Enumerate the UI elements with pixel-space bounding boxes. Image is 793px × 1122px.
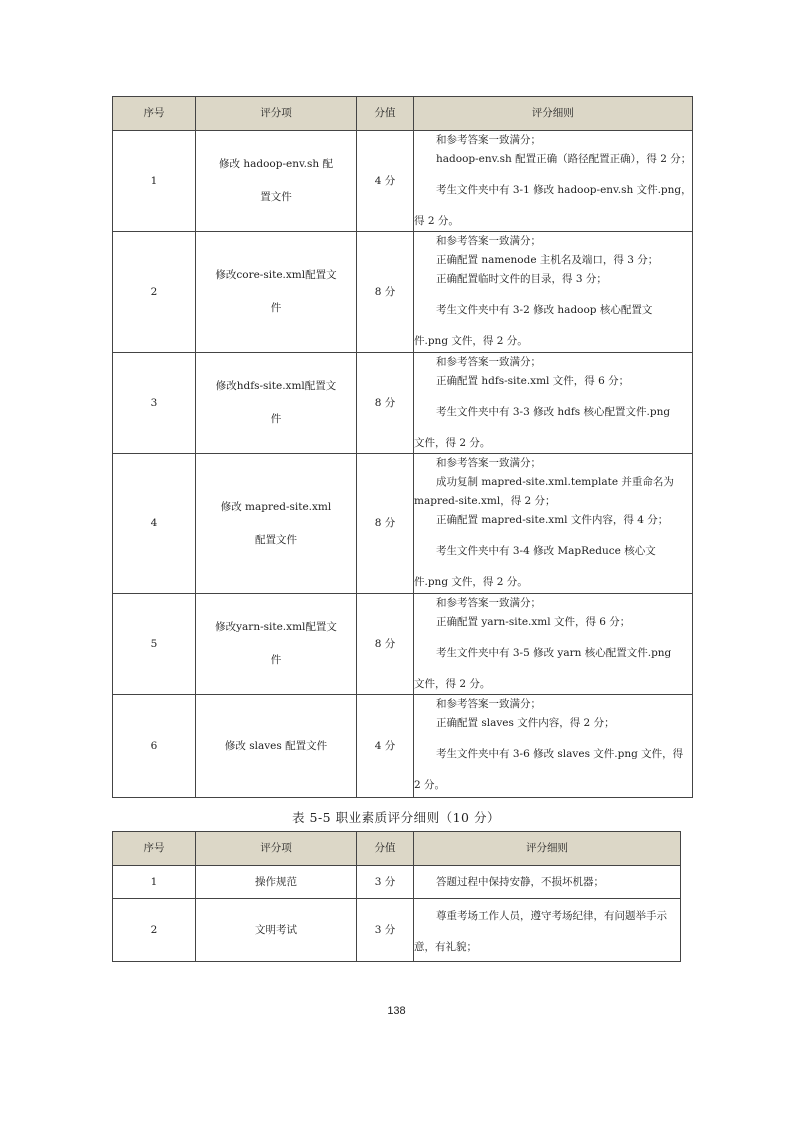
rule-line: 尊重考场工作人员，遵守考场纪律，有问题举手示: [436, 910, 667, 922]
table-row: [113, 131, 693, 232]
table-row: [113, 695, 693, 798]
row-index: 1: [113, 131, 196, 232]
row-rule: [414, 866, 681, 899]
row-index: 5: [113, 594, 196, 695]
row-rule: [414, 131, 693, 232]
row-index: 3: [113, 353, 196, 454]
table-row: [113, 899, 681, 962]
row-index: 2: [113, 899, 196, 962]
rule-line: 正确配置 hdfs-site.xml 文件，得 6 分；: [436, 375, 630, 387]
rule-line: 和参考答案一致满分；: [436, 457, 541, 469]
rule-line: 正确配置 yarn-site.xml 文件，得 6 分；: [436, 616, 631, 628]
rule-line: 成功复制 mapred-site.xml.template 并重命名为: [436, 476, 674, 488]
rule-line: 考生文件夹中有 3-2 修改 hadoop 核心配置文: [436, 304, 653, 316]
rule-line: 考生文件夹中有 3-1 修改 hadoop-env.sh 文件.png，: [436, 184, 692, 196]
row-item: [196, 232, 357, 353]
rule-line: 2 分。: [414, 779, 446, 791]
rule-line: 和参考答案一致满分；: [436, 134, 541, 146]
header-score: 分值: [357, 832, 414, 866]
row-score: 8 分: [357, 353, 414, 454]
header-rule: 评分细则: [414, 832, 681, 866]
row-item-text: 修改 slaves 配置文件: [224, 739, 328, 752]
table-row: [113, 353, 693, 454]
row-item-text: 修改 hadoop-env.sh 配置文件: [219, 158, 333, 203]
rule-line: 考生文件夹中有 3-5 修改 yarn 核心配置文件.png: [436, 647, 672, 659]
table-row: [113, 866, 681, 899]
row-item: [196, 695, 357, 798]
table-caption: 表 5-5 职业素质评分细则（10 分）: [292, 810, 500, 825]
row-item-text: 修改hdfs-site.xml配置文件: [215, 380, 337, 425]
row-item: 操作规范: [196, 866, 357, 899]
row-score: 8 分: [357, 594, 414, 695]
rule-line: 文件，得 2 分。: [414, 437, 491, 449]
header-index: 序号: [113, 97, 196, 131]
header-item: 评分项: [196, 832, 357, 866]
row-score: 3 分: [357, 899, 414, 962]
header-rule: 评分细则: [414, 97, 693, 131]
rule-line: 正确配置 namenode 主机名及端口，得 3 分；: [436, 254, 659, 266]
row-index: 1: [113, 866, 196, 899]
header-score: 分值: [357, 97, 414, 131]
rule-line: 和参考答案一致满分；: [436, 597, 541, 609]
row-score: 4 分: [357, 131, 414, 232]
rule-line: hadoop-env.sh 配置正确（路径配置正确），得 2 分；: [436, 153, 692, 165]
row-index: 6: [113, 695, 196, 798]
rule-line: 答题过程中保持安静，不损坏机器；: [436, 875, 604, 888]
row-rule: [414, 594, 693, 695]
row-score: 8 分: [357, 232, 414, 353]
row-score: 3 分: [357, 866, 414, 899]
header-item: 评分项: [196, 97, 357, 131]
table-row: [113, 454, 693, 594]
header-index: 序号: [113, 832, 196, 866]
rule-line: 和参考答案一致满分；: [436, 235, 541, 247]
scoring-table-professional-quality: [112, 831, 681, 962]
rule-line: 和参考答案一致满分；: [436, 356, 541, 368]
row-score: 4 分: [357, 695, 414, 798]
rule-line: 和参考答案一致满分；: [436, 698, 541, 710]
rule-line: 文件，得 2 分。: [414, 678, 491, 690]
rule-line: 件.png 文件，得 2 分。: [414, 576, 528, 588]
rule-line: 考生文件夹中有 3-6 修改 slaves 文件.png 文件，得: [436, 748, 684, 760]
row-rule: [414, 232, 693, 353]
row-score: 8 分: [357, 454, 414, 594]
row-item-text: 修改yarn-site.xml配置文件: [215, 621, 337, 666]
table-header-row: [113, 97, 693, 131]
table-row: [113, 232, 693, 353]
table-row: [113, 594, 693, 695]
rule-line: 意，有礼貌；: [414, 941, 477, 953]
row-rule: [414, 899, 681, 962]
rule-line: 考生文件夹中有 3-3 修改 hdfs 核心配置文件.png: [436, 406, 671, 418]
row-rule: [414, 353, 693, 454]
row-rule: [414, 695, 693, 798]
row-item-text: 修改 mapred-site.xml 配置文件: [220, 500, 332, 546]
rule-line: 考生文件夹中有 3-4 修改 MapReduce 核心文: [436, 545, 656, 557]
row-item: [196, 131, 357, 232]
row-item-text: 修改core-site.xml配置文件: [215, 269, 337, 314]
rule-line: 正确配置临时文件的目录，得 3 分；: [436, 273, 607, 285]
table-header-row: [113, 832, 681, 866]
rule-line: 件.png 文件，得 2 分。: [414, 335, 528, 347]
rule-line: mapred-site.xml，得 2 分；: [414, 495, 556, 507]
page-number: 138: [387, 1005, 406, 1017]
row-index: 4: [113, 454, 196, 594]
scoring-table-hadoop-config: [112, 96, 693, 798]
rule-line: 正确配置 slaves 文件内容，得 2 分；: [436, 717, 615, 729]
row-item: 文明考试: [196, 899, 357, 962]
rule-line: 正确配置 mapred-site.xml 文件内容，得 4 分；: [436, 514, 669, 526]
row-index: 2: [113, 232, 196, 353]
row-item: [196, 594, 357, 695]
rule-line: 得 2 分。: [414, 215, 459, 227]
row-rule: [414, 454, 693, 594]
row-item: [196, 353, 357, 454]
row-item: [196, 454, 357, 594]
